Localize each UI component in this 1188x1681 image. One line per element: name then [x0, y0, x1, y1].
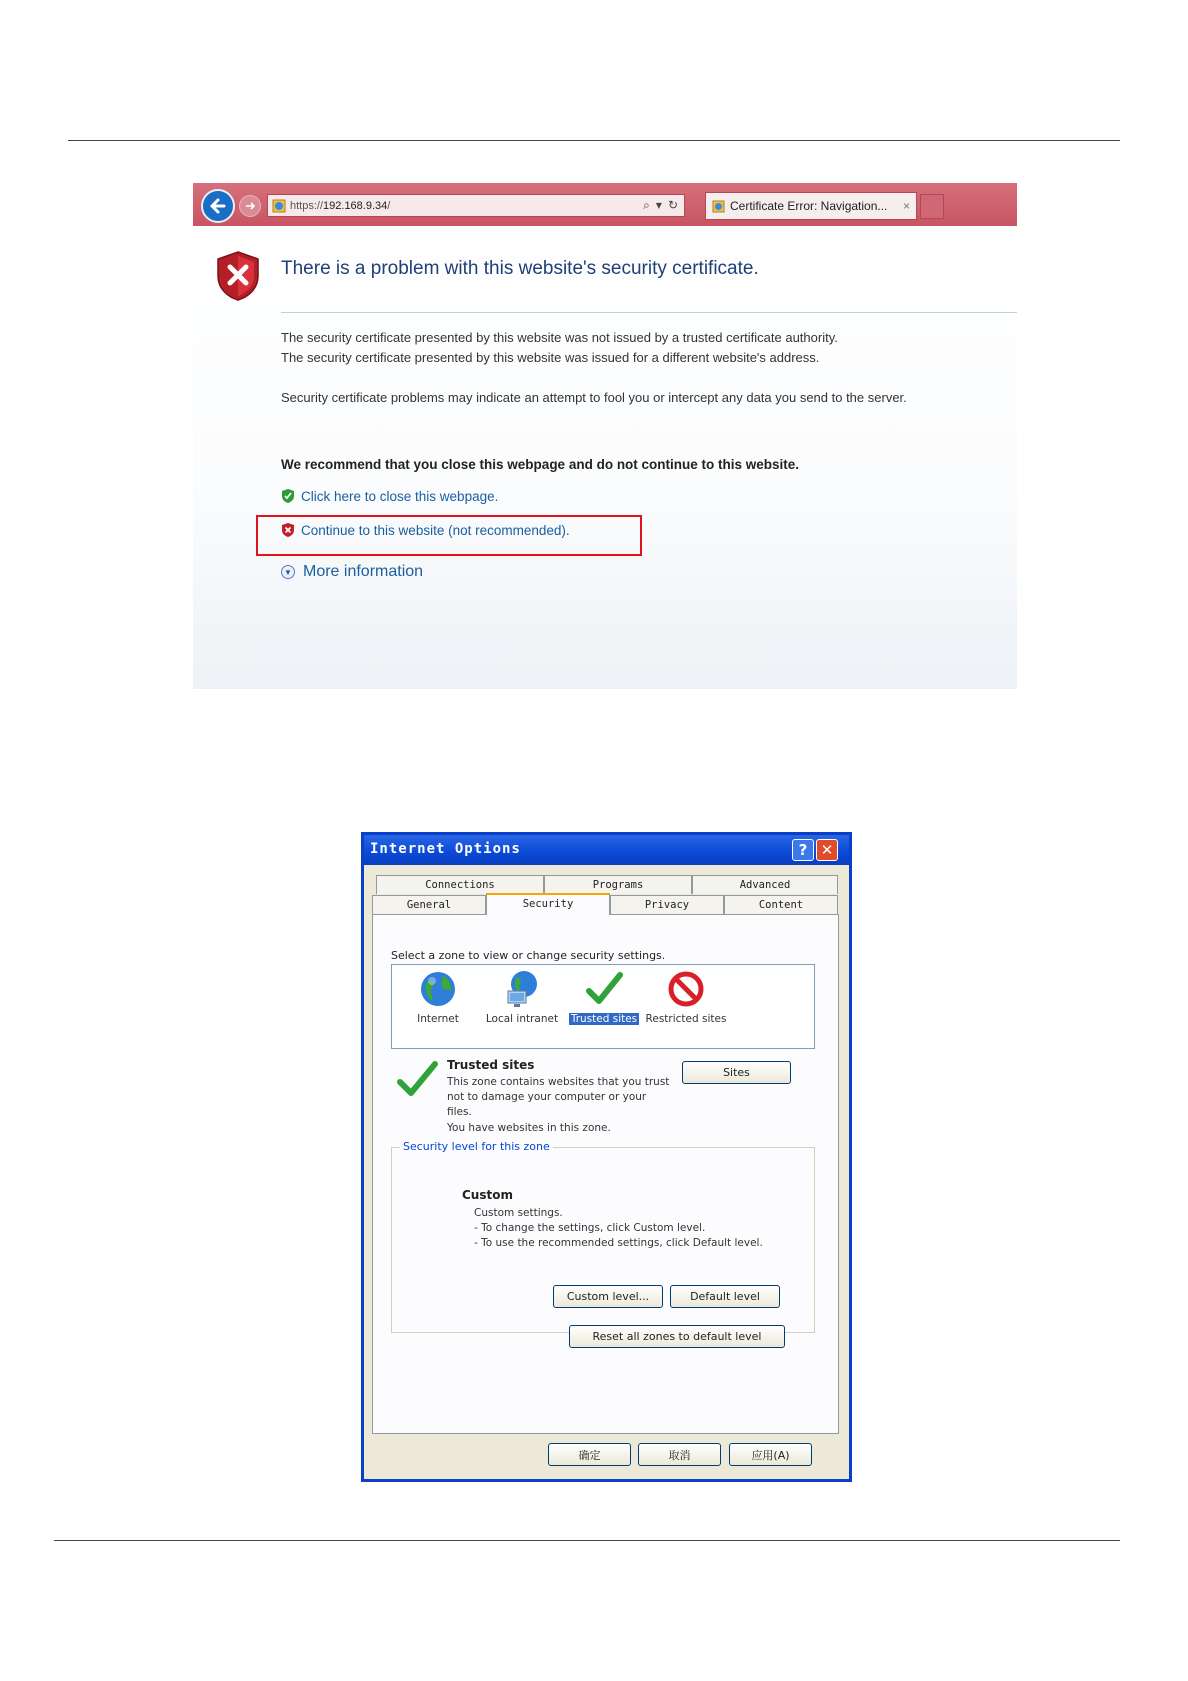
cancel-button[interactable]: 取消 [638, 1443, 721, 1466]
default-level-button[interactable]: Default level [670, 1285, 780, 1308]
tab-page-icon [712, 200, 725, 213]
heading-divider [281, 312, 1017, 313]
dialog-title: Internet Options [370, 841, 521, 857]
dropdown-icon[interactable]: ▾ [655, 198, 662, 212]
custom-level-description [474, 1206, 763, 1251]
zone-restricted-sites[interactable] [644, 969, 728, 1025]
browser-toolbar [193, 183, 1017, 226]
custom-level-title: Custom [462, 1188, 513, 1202]
custom-level-line: - To use the recommended settings, click Default level. [474, 1237, 763, 1249]
forward-button[interactable] [239, 195, 261, 217]
tab-privacy[interactable]: Privacy [610, 895, 724, 914]
security-level-legend: Security level for this zone [400, 1140, 553, 1153]
sites-button[interactable]: Sites [682, 1061, 791, 1084]
tab-title: Certificate Error: Navigation... [730, 199, 888, 213]
cert-warning-text: Security certificate problems may indicate an attempt to fool you or intercept any data you send to the server. [281, 390, 907, 405]
error-heading: There is a problem with this website's security certificate. [281, 258, 759, 279]
tab-connections[interactable]: Connections [376, 875, 544, 894]
cert-issuer-text: The security certificate presented by this website was not issued by a trusted certificate authority. [281, 330, 838, 345]
dialog-titlebar[interactable] [364, 835, 849, 865]
red-shield-icon [281, 522, 295, 538]
address-host: 192.168.9.34 [323, 199, 388, 212]
expand-icon: ▼ [281, 565, 295, 579]
close-button[interactable]: ✕ [816, 839, 838, 861]
cert-address-text: The security certificate presented by this website was issued for a different website's address. [281, 350, 820, 365]
close-tab-icon[interactable]: × [902, 199, 910, 213]
intranet-icon [502, 969, 542, 1009]
trusted-check-icon [395, 1057, 439, 1101]
zone-trusted-sites-label: Trusted sites [570, 1013, 638, 1025]
reset-zones-button[interactable]: Reset all zones to default level [569, 1325, 785, 1348]
globe-icon [418, 969, 458, 1009]
continue-website-link[interactable] [281, 522, 570, 538]
address-bar[interactable] [267, 194, 685, 217]
search-icon[interactable]: ⌕ [643, 198, 650, 212]
back-arrow-icon [208, 196, 228, 216]
tab-security[interactable]: Security [486, 893, 610, 915]
zone-local-intranet[interactable] [480, 969, 564, 1025]
new-tab-button[interactable] [920, 194, 944, 219]
internet-options-dialog [361, 832, 852, 1482]
shield-error-icon [215, 250, 261, 302]
header-rule [68, 140, 1120, 141]
zone-heading: Trusted sites [447, 1058, 535, 1072]
more-information-label: More information [303, 563, 424, 580]
recommendation-text: We recommend that you close this webpage and do not continue to this website. [281, 457, 800, 472]
custom-level-button[interactable]: Custom level... [553, 1285, 663, 1308]
browser-screenshot [193, 183, 1017, 689]
page-icon [272, 199, 286, 213]
forward-arrow-icon [244, 200, 256, 212]
zone-list [391, 964, 815, 1049]
help-button[interactable]: ? [792, 839, 814, 861]
zone-local-intranet-label: Local intranet [485, 1013, 559, 1025]
zone-note: You have websites in this zone. [447, 1122, 611, 1134]
prohibited-icon [666, 969, 706, 1009]
address-path: / [387, 199, 391, 212]
tab-programs[interactable]: Programs [544, 875, 692, 894]
check-icon [584, 969, 624, 1009]
security-panel [372, 914, 839, 1434]
more-information-toggle[interactable] [281, 563, 423, 581]
refresh-icon[interactable]: ↻ [667, 198, 678, 212]
zone-description: This zone contains websites that you trust not to damage your computer or your files. [447, 1076, 670, 1118]
tab-advanced[interactable]: Advanced [692, 875, 838, 894]
address-scheme: https:// [290, 199, 324, 212]
custom-level-line: Custom settings. [474, 1207, 563, 1219]
close-webpage-link[interactable] [281, 488, 498, 504]
custom-level-line: - To change the settings, click Custom level. [474, 1222, 706, 1234]
zone-internet-label: Internet [417, 1013, 459, 1025]
close-webpage-label: Click here to close this webpage. [301, 488, 499, 504]
tab-general[interactable]: General [372, 895, 486, 914]
continue-website-label: Continue to this website (not recommended). [301, 522, 570, 538]
back-button[interactable] [201, 189, 235, 223]
zone-internet[interactable] [396, 969, 480, 1025]
tab-certificate-error[interactable] [705, 192, 917, 220]
footer-rule [54, 1540, 1120, 1541]
green-shield-icon [281, 488, 295, 504]
ok-button[interactable]: 确定 [548, 1443, 631, 1466]
zone-trusted-sites[interactable] [562, 969, 646, 1025]
tab-content[interactable]: Content [724, 895, 838, 914]
zone-restricted-sites-label: Restricted sites [645, 1013, 727, 1025]
zone-prompt: Select a zone to view or change security settings. [391, 949, 666, 962]
apply-button[interactable]: 应用(A) [729, 1443, 812, 1466]
